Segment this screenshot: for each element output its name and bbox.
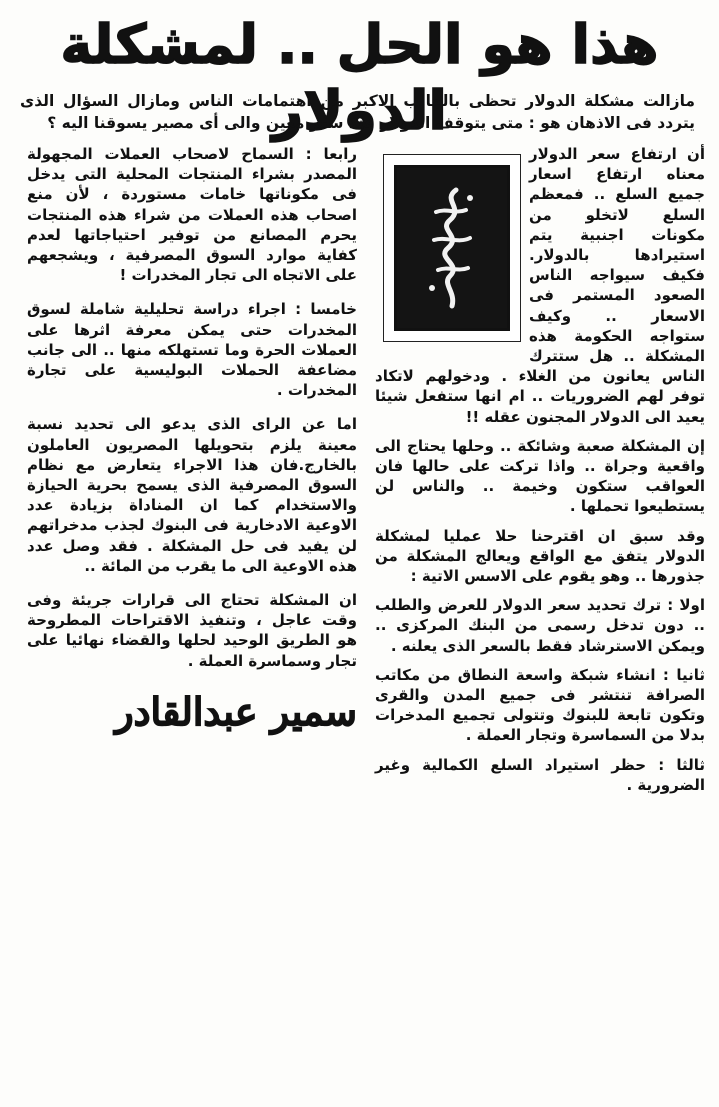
paragraph: اولا : ترك تحديد سعر الدولار للعرض والطلب .. دون تدخل رسمى من البنك المركزى .. ويمكن الاسترشاد فقط بالسعر الذى يعلنه . (375, 596, 705, 655)
paragraph: أن ارتفاع سعر الدولار معناه ارتفاع اسعار جميع السلع .. فمعظم السلع لاتخلو من مكونات اجنبية يتم استيرادها بالدولار. فكيف سيواجه الناس الصعود المستمر فى الاسعار .. وكيف ستواجه الحكومة هذه المشكلة .. هل ستترك الناس يعانون من الغلاء . ودخولهم لاتكاد توفر لهم الضروريات .. ام انها ستفعل شيئا يعيد الى الدولار المجنون عقله !! (375, 145, 705, 426)
left-column (27, 144, 357, 804)
paragraph: إن المشكلة صعبة وشائكة .. وحلها يحتاج الى واقعية وجراة .. واذا تركت على حالها فان العواقب ستكون وخيمة .. والناس لن يستطيعوا تحملها . (375, 436, 705, 516)
paragraph: ان المشكلة تحتاج الى قرارات جريئة وفى وقت عاجل ، وتنفيذ الاقتراحات المطروحة هو الطريق الوحيد لحلها والقضاء نهائيا على تجار وسماسرة العملة . (27, 591, 357, 670)
intro-paragraph: مازالت مشكلة الدولار تحظى بالجانب الاكبر من اهتمامات الناس ومازال السؤال الذى يتردد فى الاذهان هو : متى يتوقف الدولار عند سعر معين والى أى مصير يسوقنا اليه ؟ (20, 92, 695, 132)
author-signature: سمير عبدالقادر (115, 688, 357, 734)
lead-block (375, 144, 705, 436)
paragraph: رابعا : السماح لاصحاب العملات المجهولة المصدر بشراء المنتجات المحلية التى يدخل فى مكوناتها خامات مستوردة ، لأن منع اصحاب هذه العملات من شراء هذه المنتجات يحرم المصانع من توفير احتياجاتها لعدم كفاية موارد السوق المصرفية ، ويشجعهم على الاتجاه الى تجار المخدرات ! (27, 145, 357, 285)
paragraph: ثالثا : حظر استيراد السلع الكمالية وغير الضرورية . (375, 755, 705, 794)
calligraphy-glyph (412, 178, 492, 318)
right-column (375, 144, 705, 804)
paragraph: وقد سبق ان اقترحنا حلا عمليا لمشكلة الدولار يتفق مع الواقع ويعالج المشكلة من جذورها .. وهو يقوم على الاسس الاتية : (375, 526, 705, 586)
headline: هذا هو الحل .. لمشكلة الدولار (60, 13, 659, 142)
article-columns (14, 144, 705, 804)
emblem-frame (394, 165, 510, 331)
paragraph: خامسا : اجراء دراسة تحليلية شاملة لسوق المخدرات حتى يمكن معرفة اثرها على العملات الحرة وما تستهلكه منها .. الى جانب مضاعفة الحملات البوليسية على تجارة المخدرات . (27, 300, 357, 400)
paragraph: ثانيا : انشاء شبكة واسعة النطاق من مكاتب الصرافة تنتشر فى جميع المدن والقرى وتكون تابعة للبنوك وتتولى تجميع المدخرات بدلا من السماسرة وتجار العملة . (375, 665, 705, 745)
paragraph: اما عن الراى الذى يدعو الى تحديد نسبة معينة يلزم بتحويلها المصريون العاملون بالخارج.فان هذا الاجراء يتعارض مع نظام السوق المصرفية الذى يسمح بحرية الحيازة والاستخدام كما ان المناداة بزيادة عدد الاوعية الادخارية فى البنوك لجذب مدخراتهم لن يفيد فى حل المشكلة . فقد وصل عدد هذه الاوعية الى ما يقرب من المائة .. (27, 415, 357, 575)
calligraphy-emblem-icon (383, 154, 521, 342)
